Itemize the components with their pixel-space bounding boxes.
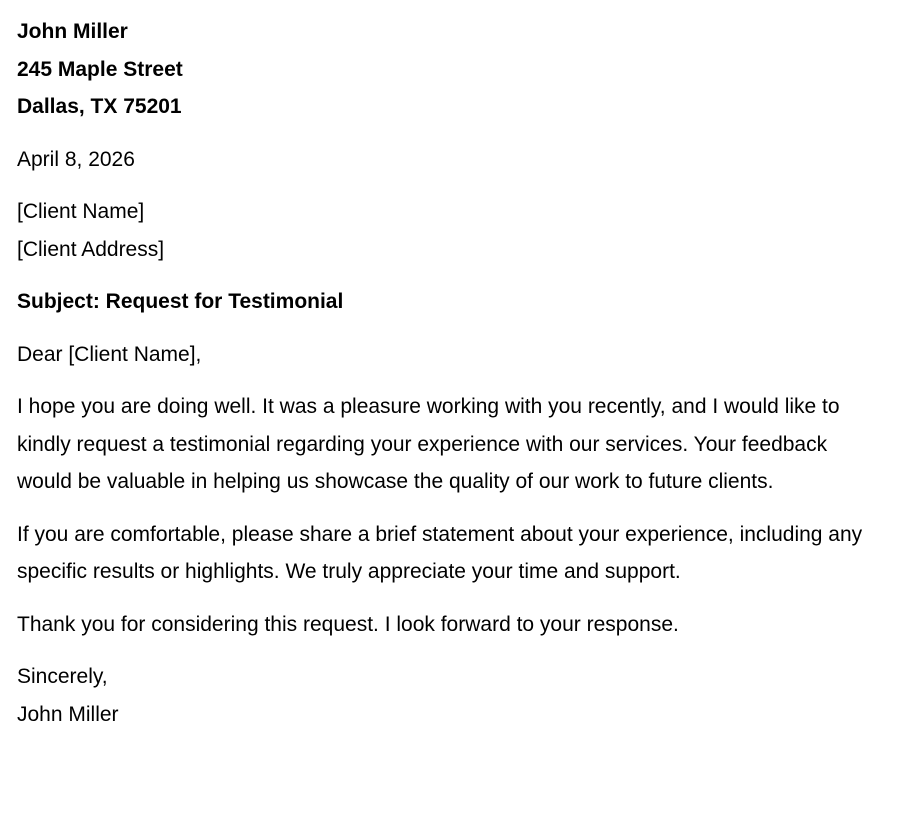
body-paragraph: I hope you are doing well. It was a pleasure working with you recently, and I would like to kindly request a testimonial regarding your experience with our services. Your feedback would be valuable in helping us showcase the quality of our work to future clients.: [17, 395, 840, 493]
body-paragraph-2-block: [17, 516, 880, 591]
sender-street: 245 Maple Street: [17, 57, 183, 81]
body-paragraph: If you are comfortable, please share a brief statement about your experience, including any specific results or highlights. We truly appreciate your time and support.: [17, 522, 863, 583]
closing-block: [17, 658, 880, 733]
salutation-block: [17, 336, 880, 374]
subject-line: Subject: Request for Testimonial: [17, 290, 344, 313]
sender-city-line: Dallas, TX 75201: [17, 95, 182, 118]
body-paragraph-1-block: [17, 388, 880, 501]
signature-name: John Miller: [17, 702, 119, 726]
recipient-name: [Client Name]: [17, 200, 145, 223]
date-block: [17, 141, 880, 179]
recipient-address-block: [17, 193, 880, 268]
subject-block: [17, 283, 880, 321]
body-paragraph-3-block: [17, 606, 880, 644]
letter-date: April 8, 2026: [17, 147, 135, 171]
sender-name: John Miller: [17, 20, 128, 43]
recipient-address: [Client Address]: [17, 237, 165, 261]
closing: Sincerely,: [17, 665, 108, 688]
salutation: Dear [Client Name],: [17, 342, 202, 366]
body-paragraph: Thank you for considering this request. I look forward to your response.: [17, 612, 679, 636]
sender-address-block: [17, 13, 880, 126]
